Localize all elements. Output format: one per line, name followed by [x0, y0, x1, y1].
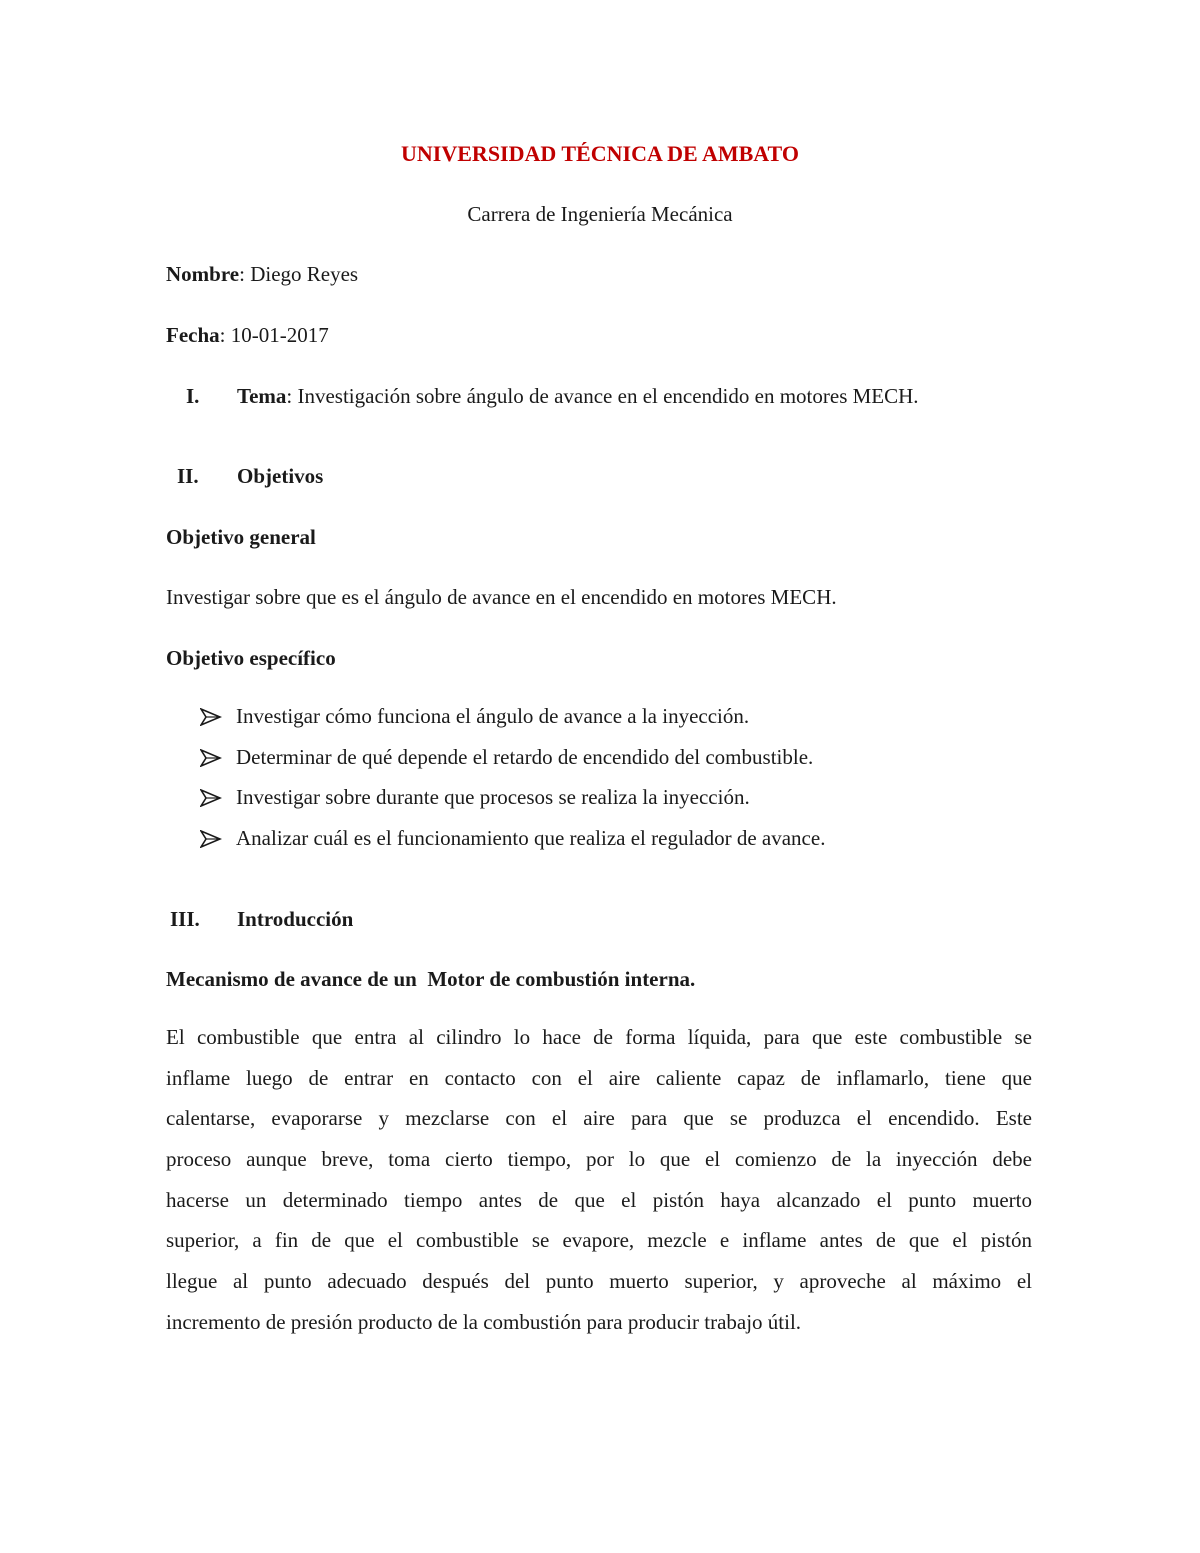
- arrow-bullet-icon: [200, 830, 222, 848]
- list-item-text: Investigar cómo funciona el ángulo de avance a la inyección.: [236, 704, 750, 728]
- university-title: UNIVERSIDAD TÉCNICA DE AMBATO: [401, 141, 799, 166]
- career-subtitle: Carrera de Ingeniería Mecánica: [467, 202, 733, 226]
- tema-label: Tema: [237, 384, 287, 408]
- arrow-bullet-icon: [200, 789, 222, 807]
- date-label: Fecha: [166, 323, 220, 347]
- arrow-bullet-icon: [200, 708, 222, 726]
- list-item-text: Analizar cuál es el funcionamiento que realiza el regulador de avance.: [236, 825, 826, 850]
- objetivo-general-text: Investigar sobre que es el ángulo de avance en el encendido en motores MECH.: [166, 585, 837, 609]
- name-value: : Diego Reyes: [239, 262, 359, 286]
- section-title-introduccion: Introducción: [237, 907, 354, 931]
- paragraph-line: proceso aunque breve, toma cierto tiempo, por lo que el comienzo de la inyección debe: [166, 1148, 1032, 1172]
- name-field: [166, 264, 358, 285]
- introduccion-paragraph: [166, 1026, 1032, 1352]
- list-item-text: Determinar de qué depende el retardo de encendido del combustible.: [236, 744, 814, 769]
- section-title-objetivos: Objetivos: [237, 464, 324, 488]
- section-number-introduccion: III.: [170, 907, 200, 931]
- section-number-tema: I.: [186, 384, 200, 408]
- objetivo-especifico-heading: Objetivo específico: [166, 646, 336, 670]
- tema-text: : Investigación sobre ángulo de avance en el encendido en motores MECH.: [286, 384, 919, 408]
- name-label: Nombre: [166, 262, 240, 286]
- paragraph-line: calentarse, evaporarse y mezclarse con el aire para que se produzca el encendido. Este: [166, 1107, 1032, 1131]
- section-number-objetivos: II.: [177, 464, 199, 488]
- paragraph-line: llegue al punto adecuado después del punto muerto superior, y aproveche al máximo el: [166, 1270, 1032, 1294]
- date-value: : 10-01-2017: [219, 323, 329, 347]
- objetivo-general-heading: Objetivo general: [166, 525, 316, 549]
- paragraph-line: incremento de presión producto de la combustión para producir trabajo útil.: [166, 1309, 802, 1334]
- paragraph-line: inflame luego de entrar en contacto con el aire caliente capaz de inflamarlo, tiene que: [166, 1066, 1032, 1090]
- paragraph-line: superior, a fin de que el combustible se evapore, mezcle e inflame antes de que el pistón: [166, 1229, 1032, 1253]
- list-item-text: Investigar sobre durante que procesos se realiza la inyección.: [236, 785, 750, 809]
- section-tema: [237, 386, 919, 407]
- date-field: [166, 325, 329, 346]
- paragraph-line: hacerse un determinado tiempo antes de que el pistón haya alcanzado el punto muerto: [166, 1188, 1032, 1212]
- arrow-bullet-icon: [200, 749, 222, 767]
- introduccion-subheading: Mecanismo de avance de un Motor de combustión interna.: [166, 967, 696, 991]
- paragraph-line: El combustible que entra al cilindro lo hace de forma líquida, para que este combustible se: [166, 1026, 1032, 1049]
